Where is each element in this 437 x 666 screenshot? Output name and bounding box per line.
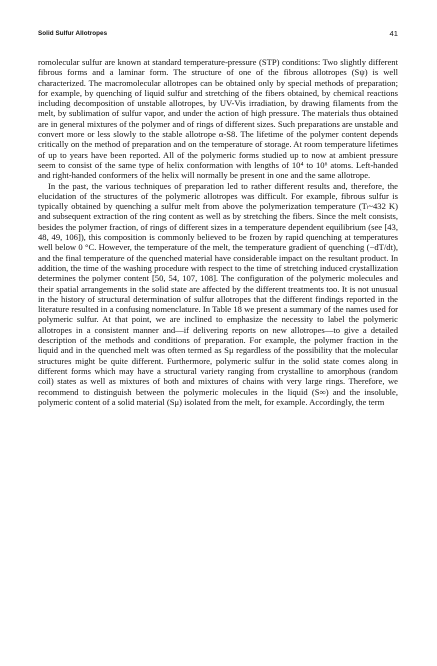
running-title: Solid Sulfur Allotropes <box>38 30 108 37</box>
paragraph-2: In the past, the various techniques of preparation led to rather different results and, therefore, the elucidation of the structures of the polymeric allotropes was difficult. For example, fibrous sulfur is typically obtained by quenching a sulfur melt from above the polymerization temperature (Tₗ~432 K) and subsequent extraction of the ring content as well as by stretching the fibers. Since the melt consists, besides the polymer fraction, of rings of different sizes in a temperature dependent equilibrium (see [43, 48, 49, 106]), this composition is commonly believed to be frozen by rapid quenching at temperatures well below 0 °C. However, the temperature of the melt, the temperature gradient of quenching (−dT/dt), and the final temperature of the quenched material have considerable impact on the resultant product. In addition, the time of the washing procedure with respect to the time of stretching induced crystallization determines the polymer content [50, 54, 107, 108]. The configuration of the polymeric molecules and their spatial arrangements in the solid state are affected by the different treatments too. It is not unusual in the history of structural determination of sulfur allotropes that the different findings reported in the literature resulted in a confusing nomenclature. In Table 18 we present a summary of the names used for polymeric sulfur. At that point, we are inclined to emphasize the necessity to label the polymeric allotropes in a consistent manner and—if delivering reports on new allotropes—to give a detailed description of the methods and conditions of preparation. For example, the polymer fraction in the liquid and in the quenched melt was often termed as Sμ regardless of the possibility that the molecular structures might be quite different. Furthermore, polymeric sulfur in the solid state comes along in different forms which may have a structural variety ranging from crystalline to amorphous (random coil) states as well as mixtures of both and mixtures of chains with very large rings. Therefore, we recommend to distinguish between the polymeric molecules in the liquid (S∞) and the insoluble, polymeric content of a solid material (Sμ) isolated from the melt, for example. Accordingly, the term <box>38 180 398 407</box>
paragraph-1: romolecular sulfur are known at standard temperature-pressure (STP) conditions: Two slightly different fibrous forms and a laminar form. The structure of one of the fibrous allotropes (Sψ) is well characterized. The macromolecular allotropes can be obtained only by special methods of preparation; for example, by quenching of liquid sulfur and stretching of the fibers obtained, by chemical reactions including decomposition of unstable allotropes, by UV-Vis irradiation, by drawing filaments from the melt, by sublimation of sulfur vapor, and under the action of high pressure. The materials thus obtained are in general mixtures of the polymer and of rings of different sizes. Such preparations are unstable and convert more or less slowly to the stable allotrope α-S8. The lifetime of the polymer content depends critically on the method of preparation and on the temperature of storage. At room temperature lifetimes of up to years have been reported. All of the polymeric forms studied up to now at ambient pressure seem to consist of the same type of helix conformation with lengths of 10⁴ to 10⁶ atoms. Left-handed and right-handed conformers of the helix will normally be present in one and the same allotrope. <box>38 57 398 181</box>
page-number: 41 <box>389 29 398 38</box>
page-header <box>38 29 398 43</box>
body-text <box>38 57 398 407</box>
